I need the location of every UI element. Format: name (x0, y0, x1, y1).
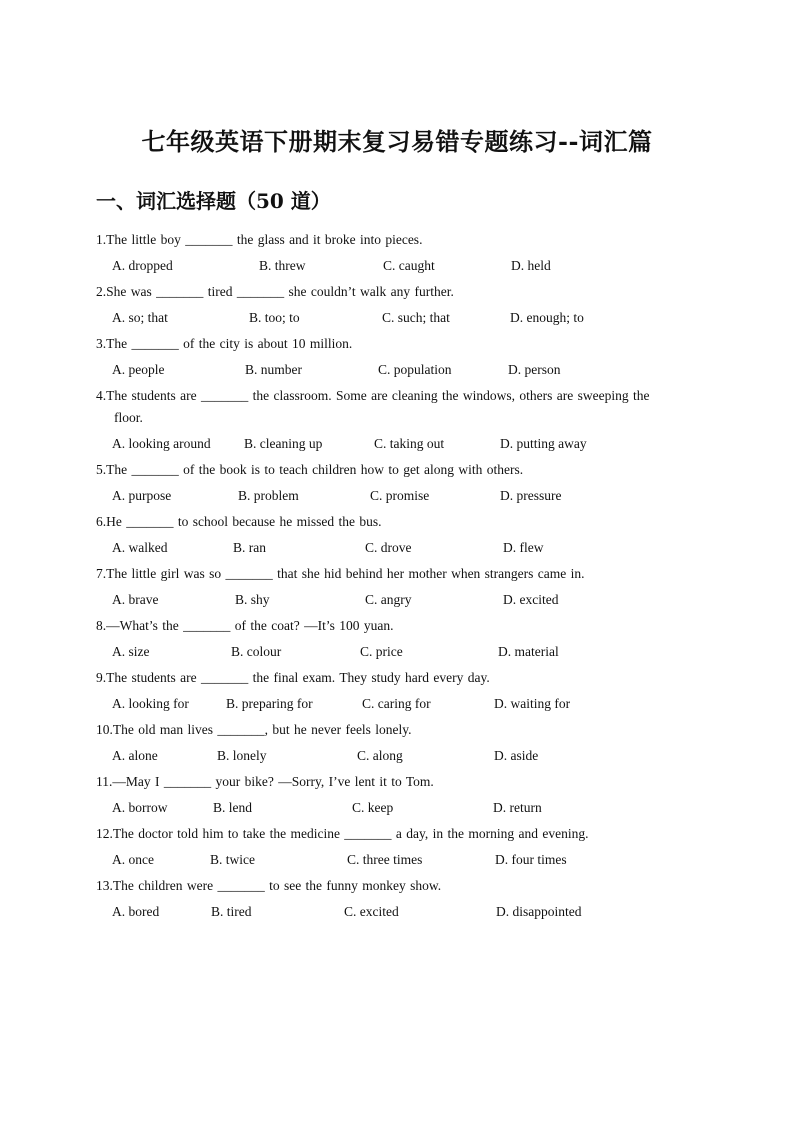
option-c: C. three times (347, 852, 423, 867)
option-a: A. brave (112, 592, 159, 607)
option-a: A. looking for (112, 696, 189, 711)
question-1 (96, 229, 676, 281)
section-heading: 一、词汇选择题（50 道） (96, 189, 331, 213)
option-d: D. putting away (500, 436, 587, 451)
option-b: B. tired (211, 904, 252, 919)
question-stem: 2.She was _______ tired _______ she couldn’t walk any further. (96, 284, 454, 299)
answer-options (112, 585, 676, 615)
answer-options (112, 845, 676, 875)
option-c: C. along (357, 748, 403, 763)
option-a: A. dropped (112, 258, 173, 273)
answer-options (112, 251, 676, 281)
option-b: B. problem (238, 488, 299, 503)
answer-options (112, 741, 676, 771)
option-b: B. threw (259, 258, 306, 273)
option-b: B. colour (231, 644, 282, 659)
answer-options (112, 637, 676, 667)
option-b: B. twice (210, 852, 255, 867)
answer-options (112, 355, 676, 385)
question-2 (96, 281, 676, 333)
question-3 (96, 333, 676, 385)
question-6 (96, 511, 676, 563)
question-12 (96, 823, 676, 875)
option-a: A. bored (112, 904, 160, 919)
question-stem: 4.The students are _______ the classroom. Some are cleaning the windows, others are sweeping the floor. (96, 388, 650, 425)
option-c: C. such; that (382, 310, 450, 325)
question-stem: 7.The little girl was so _______ that she hid behind her mother when strangers came in. (96, 566, 585, 581)
option-d: D. pressure (500, 488, 562, 503)
option-d: D. aside (494, 748, 539, 763)
option-d: D. four times (495, 852, 567, 867)
option-a: A. once (112, 852, 154, 867)
answer-options (112, 533, 676, 563)
option-a: A. walked (112, 540, 168, 555)
option-c: C. angry (365, 592, 412, 607)
option-a: A. borrow (112, 800, 168, 815)
option-d: D. person (508, 362, 561, 377)
option-b: B. shy (235, 592, 270, 607)
page-title: 七年级英语下册期末复习易错专题练习--词汇篇 (141, 127, 653, 156)
answer-options (112, 689, 676, 719)
question-stem: 11.—May I _______ your bike? —Sorry, I’ve lent it to Tom. (96, 774, 434, 789)
question-stem: 13.The children were _______ to see the funny monkey show. (96, 878, 442, 893)
option-c: C. keep (352, 800, 394, 815)
option-c: C. taking out (374, 436, 445, 451)
option-a: A. alone (112, 748, 158, 763)
option-b: B. lend (213, 800, 252, 815)
option-c: C. promise (370, 488, 430, 503)
option-b: B. number (245, 362, 302, 377)
option-a: A. purpose (112, 488, 172, 503)
option-c: C. caught (383, 258, 435, 273)
question-stem: 12.The doctor told him to take the medicine _______ a day, in the morning and evening. (96, 826, 589, 841)
question-10 (96, 719, 676, 771)
option-b: B. too; to (249, 310, 300, 325)
option-d: D. material (498, 644, 559, 659)
option-a: A. size (112, 644, 150, 659)
question-list (96, 229, 676, 927)
question-stem: 9.The students are _______ the final exam. They study hard every day. (96, 670, 490, 685)
option-c: C. drove (365, 540, 412, 555)
question-13 (96, 875, 676, 927)
answer-options (112, 897, 676, 927)
option-d: D. disappointed (496, 904, 582, 919)
question-4 (96, 385, 676, 459)
option-d: D. waiting for (494, 696, 571, 711)
question-stem: 8.—What’s the _______ of the coat? —It’s 100 yuan. (96, 618, 394, 633)
option-d: D. enough; to (510, 310, 584, 325)
option-c: C. price (360, 644, 403, 659)
question-stem: 10.The old man lives _______, but he never feels lonely. (96, 722, 412, 737)
option-b: B. cleaning up (244, 436, 323, 451)
option-b: B. ran (233, 540, 266, 555)
option-a: A. so; that (112, 310, 168, 325)
question-11 (96, 771, 676, 823)
option-c: C. caring for (362, 696, 431, 711)
option-d: D. held (511, 258, 551, 273)
option-b: B. lonely (217, 748, 267, 763)
option-d: D. return (493, 800, 542, 815)
answer-options (112, 481, 676, 511)
question-stem: 3.The _______ of the city is about 10 million. (96, 336, 353, 351)
question-8 (96, 615, 676, 667)
question-stem: 6.He _______ to school because he missed the bus. (96, 514, 382, 529)
answer-options (112, 429, 676, 459)
option-a: A. people (112, 362, 165, 377)
question-stem: 5.The _______ of the book is to teach children how to get along with others. (96, 462, 524, 477)
option-c: C. excited (344, 904, 399, 919)
answer-options (112, 793, 676, 823)
option-d: D. flew (503, 540, 544, 555)
question-7 (96, 563, 676, 615)
option-a: A. looking around (112, 436, 211, 451)
option-c: C. population (378, 362, 452, 377)
question-9 (96, 667, 676, 719)
option-d: D. excited (503, 592, 559, 607)
question-5 (96, 459, 676, 511)
answer-options (112, 303, 676, 333)
option-b: B. preparing for (226, 696, 313, 711)
question-stem: 1.The little boy _______ the glass and it broke into pieces. (96, 232, 423, 247)
